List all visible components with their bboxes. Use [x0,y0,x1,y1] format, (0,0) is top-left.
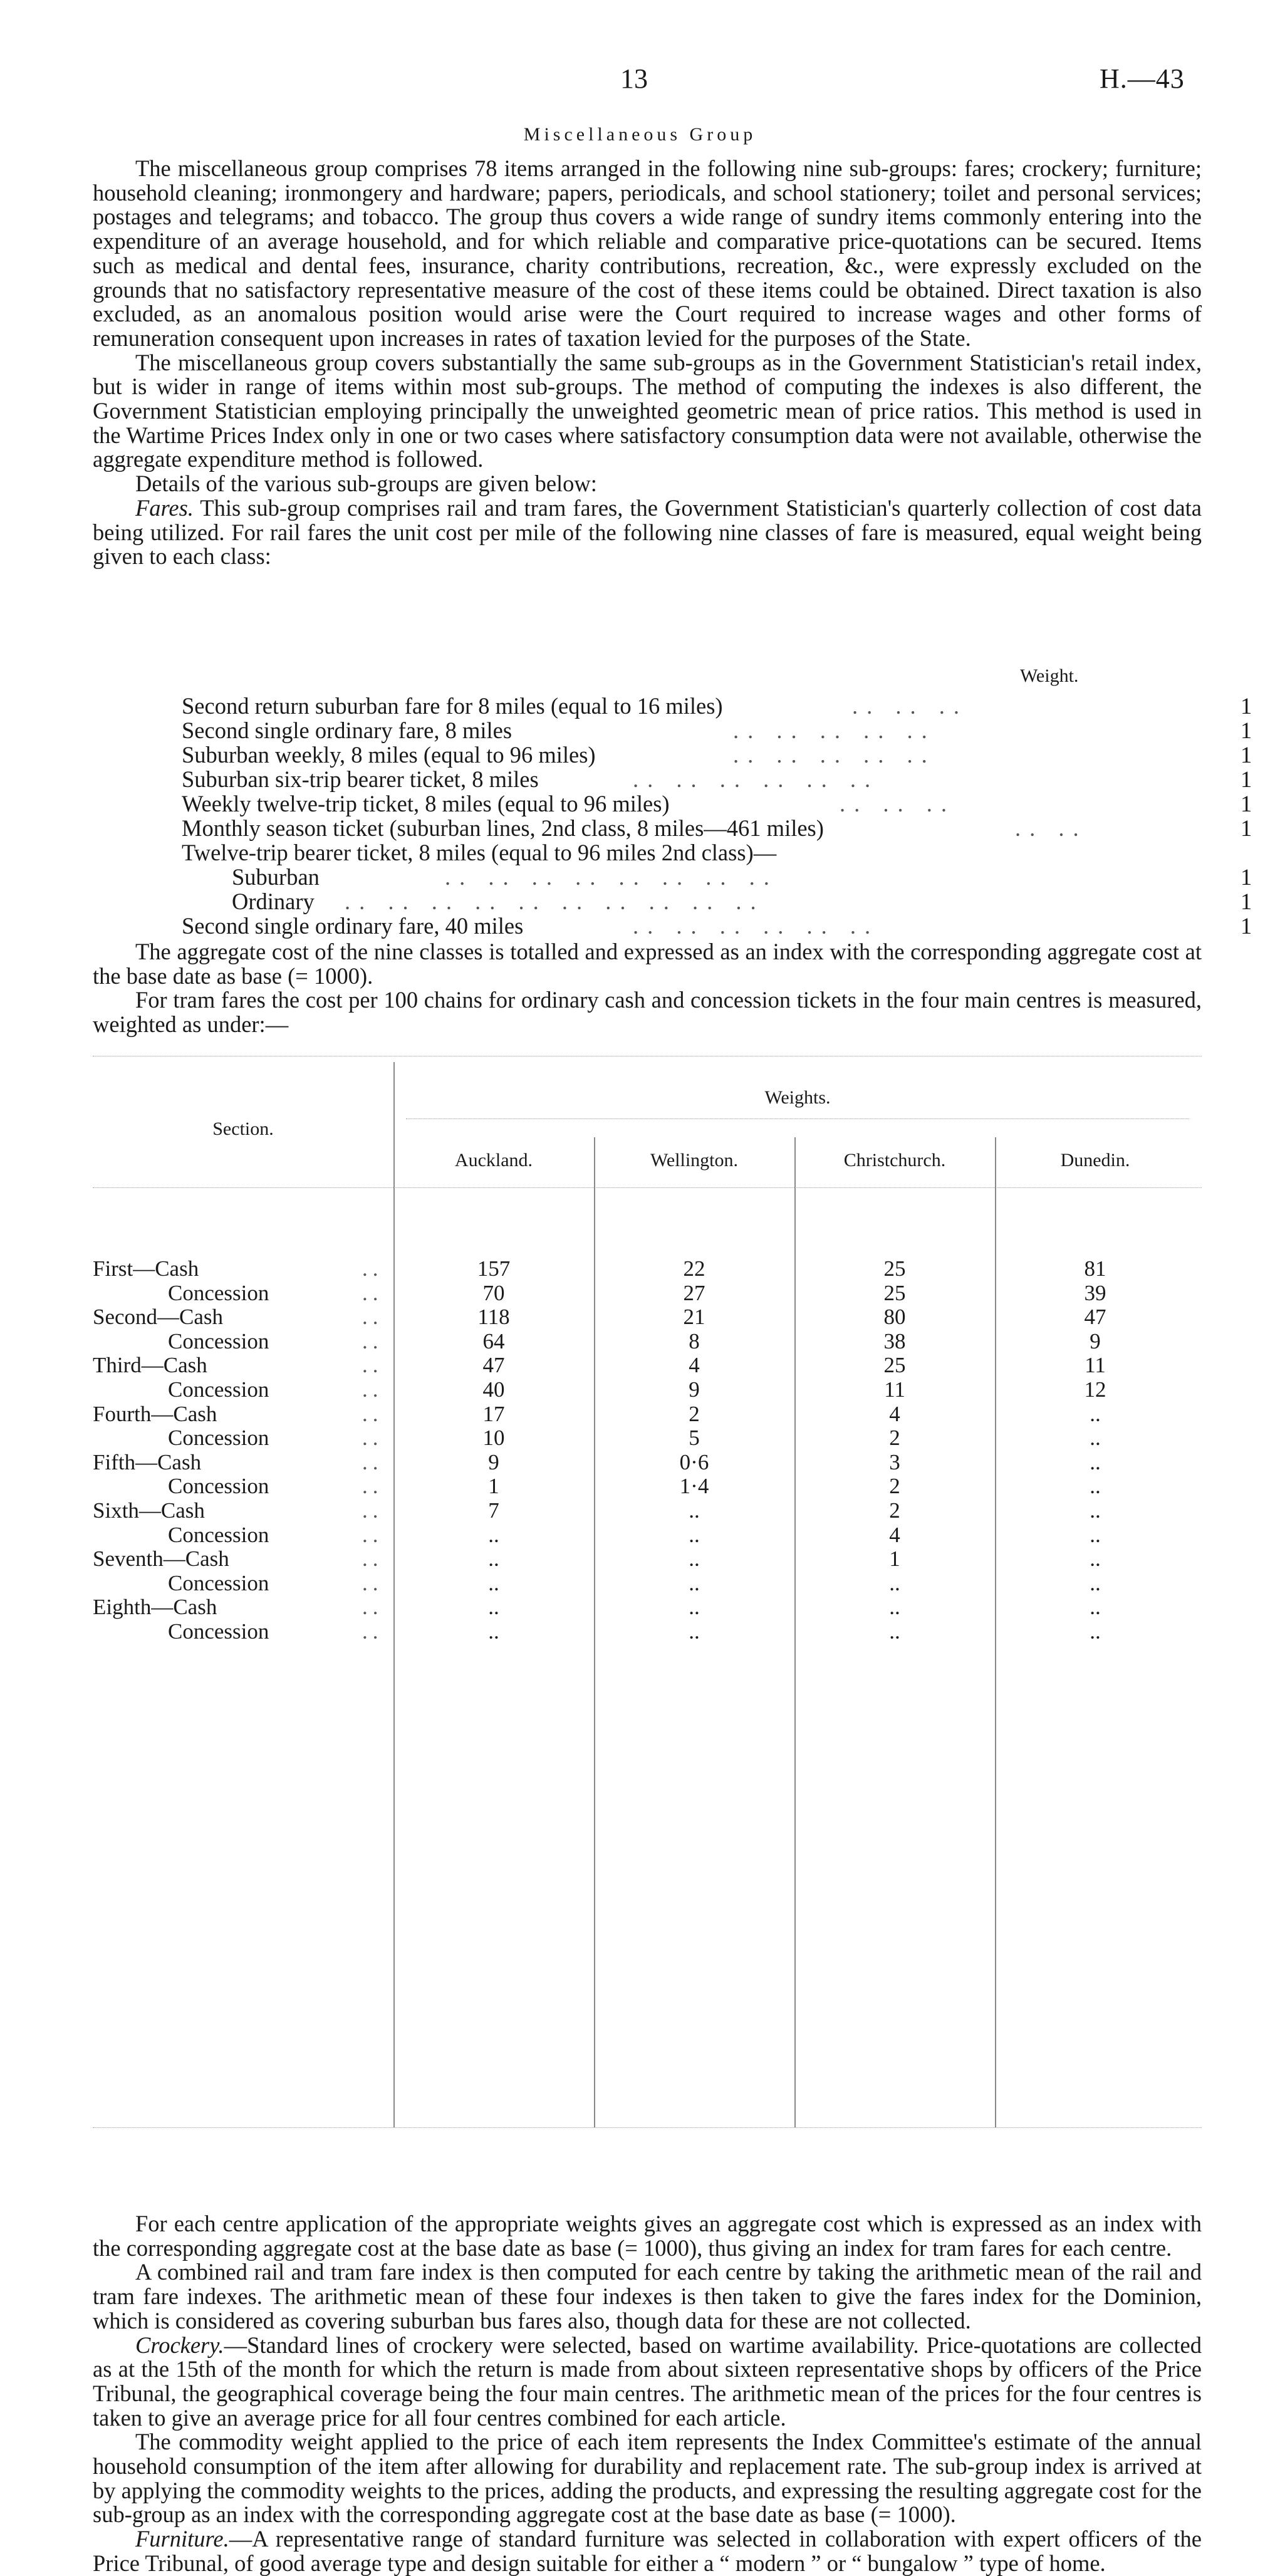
leader-dots: .. [362,1280,383,1305]
weight-cell: .. [1090,1498,1101,1523]
section-column-header: Section. [212,1119,274,1139]
closing-paragraph [93,2260,1202,2333]
leader-dots: .. .. .. .. .. .. .. .. .. .. [345,889,765,914]
tram-weights-table [93,1056,1202,2140]
leader-dots: .. .. [1015,815,1088,841]
weight-cell: 4 [689,1353,700,1378]
section-cell: Sixth—Cash [93,1498,205,1523]
weight-cell: 2 [889,1498,900,1523]
weight-cell: 5 [689,1426,700,1451]
weight-cell: 118 [477,1305,510,1330]
leader-dots: .. .. .. .. .. [733,742,936,768]
rail-class-weight: 1 [1241,791,1252,816]
weight-cell: .. [689,1498,700,1523]
leader-dots: .. [362,1546,383,1572]
closing-paragraph [93,2212,1202,2260]
weight-cell: .. [1090,1426,1101,1451]
rail-class-label: Monthly season ticket (suburban lines, 2nd class, 8 miles—461 miles) [182,815,824,841]
weight-cell: 47 [1084,1305,1106,1330]
leader-dots: .. .. .. [852,693,968,719]
weight-cell: 2 [889,1474,900,1499]
weight-cell: 40 [482,1377,505,1402]
weight-cell: 9 [689,1377,700,1402]
rail-class-row [182,839,1090,863]
leader-dots: .. .. .. .. .. .. .. .. [445,864,778,890]
leader-dots: .. [362,1426,383,1451]
weight-cell: 9 [1090,1328,1101,1353]
aggregate-paragraph: The aggregate cost of the nine classes is totalled and expressed as an index with the corresponding aggregate cost at the base date as base (= 1000). [93,939,1202,989]
leader-dots: .. [362,1570,383,1595]
rail-class-label: Suburban weekly, 8 miles (equal to 96 miles) [182,742,596,768]
leader-dots: .. [362,1619,383,1644]
weight-cell: 10 [482,1426,505,1451]
section-cell: Concession [168,1570,269,1595]
weight-cell: 4 [889,1401,900,1426]
section-cell: Third—Cash [93,1353,207,1378]
weight-cell: .. [1090,1619,1101,1644]
leader-dots: .. [362,1377,383,1402]
table-row [93,1402,1202,1426]
weight-cell: .. [488,1522,499,1547]
weight-cell: 1 [488,1474,499,1499]
rail-class-label: Second single ordinary fare, 40 miles [182,913,524,939]
rail-class-label: Second single ordinary fare, 8 miles [182,717,513,743]
weight-cell: 64 [482,1328,505,1353]
section-cell: Second—Cash [93,1305,224,1330]
fares-text: This sub-group comprises rail and tram fares, the Government Statistician's quarterly collection of cost data being utilized. For rail fares the unit cost per mile of the following nine classes of fare is measured, equal weight being given to each class: [93,494,1202,570]
weight-cell: 2 [889,1426,900,1451]
weight-cell: 8 [689,1328,700,1353]
rail-class-weight: 1 [1241,766,1252,792]
table-row [93,1305,1202,1328]
rail-class-weight: 1 [1241,913,1252,939]
weight-cell: 22 [683,1256,705,1281]
weight-cell: 1 [889,1546,900,1572]
rail-class-row [182,863,1252,890]
closing-text [93,2212,1202,2576]
weight-cell: 25 [883,1280,906,1305]
intro-paragraph-1: The miscellaneous group comprises 78 items arranged in the following nine sub-groups: fares; crockery; furniture; household cleaning; ironmongery and hardware; papers, periodicals, and school stationery; toilet and personal services; postages and telegrams; and tobacco. The group thus covers a wide range of sundry items commonly entering into the expenditure of an average household, and for which reliable and comparative price-quotations can be secured. Items such as medical and dental fees, insurance, charity contributions, recreation, &c., were expressly excluded on the grounds that no satisfactory representative measure of the cost of these items could be obtained. Direct taxation is also excluded, as an anomalous position would arise were the Court required to increase wages and other forms of remuneration consequent upon increases in rates of taxation levied for the purposes of the State. [93,155,1202,351]
leader-dots: .. [362,1474,383,1499]
leader-dots: .. .. .. [840,791,955,816]
table-row [93,1523,1202,1546]
weight-cell: 12 [1084,1377,1106,1402]
leader-dots: .. .. .. .. .. .. [633,913,880,939]
closing-paragraph [93,2527,1202,2575]
page-number: 13 [620,63,648,94]
rail-class-weight: 1 [1241,717,1252,743]
rail-class-row [182,912,1252,939]
after-rail-text [93,940,1202,1037]
section-cell: Concession [168,1426,269,1451]
weight-cell: .. [488,1546,499,1572]
section-cell: Concession [168,1280,269,1305]
table-row [93,1595,1202,1619]
weight-cell: 25 [883,1353,906,1378]
table-row [93,1353,1202,1377]
report-reference: H.—43 [1100,63,1185,94]
table-row [93,1377,1202,1401]
paragraph-label: Furniture. [135,2526,229,2552]
weight-cell: 11 [1085,1353,1106,1378]
leader-dots: .. .. .. .. .. [733,717,936,743]
fares-paragraph [93,496,1202,569]
weight-cell: 7 [488,1498,499,1523]
weight-cell: 38 [883,1328,906,1353]
weight-cell: .. [1090,1595,1101,1620]
section-cell: Concession [168,1377,269,1402]
closing-paragraph [93,2334,1202,2431]
closing-paragraph [93,2430,1202,2527]
weight-cell: 0·6 [679,1449,709,1474]
rail-class-row [182,766,1252,792]
weight-cell: .. [1090,1474,1101,1499]
weight-cell: .. [1090,1522,1101,1547]
weight-cell: 1·4 [679,1474,709,1499]
table-row [93,1619,1202,1643]
paragraph-text: —Standard lines of crockery were selected, based on wartime availability. Price-quotations are collected as at the 15th of the month for which the return is made from about sixteen representative shops by officers of the Price Tribunal, the geographical coverage being the four main centres. The arithmetic mean of the prices for the four centres is taken to give an average price for all four centres combined for each article. [93,2332,1202,2431]
section-cell: Eighth—Cash [93,1595,217,1620]
rail-class-weight: 1 [1241,889,1252,914]
weight-cell: 17 [482,1401,505,1426]
weight-cell: 25 [883,1256,906,1281]
weight-cell: .. [488,1619,499,1644]
weight-cell: .. [689,1619,700,1644]
rail-class-weight: 1 [1241,864,1252,890]
rail-class-row [182,888,1252,914]
leader-dots: .. [362,1449,383,1474]
weight-cell: .. [889,1570,900,1595]
paragraph-label: Crockery. [135,2332,224,2358]
weight-cell: 47 [482,1353,505,1378]
table-row [93,1498,1202,1522]
rail-class-weight: 1 [1241,815,1252,841]
fares-label: Fares. [135,494,194,521]
table-row [93,1571,1202,1595]
rail-class-label: Weekly twelve-trip ticket, 8 miles (equal to 96 miles) [182,791,670,816]
section-cell: First—Cash [93,1256,199,1281]
weight-cell: 70 [482,1280,505,1305]
table-row [93,1281,1202,1305]
table-row [93,1474,1202,1498]
weight-cell: 11 [884,1377,905,1402]
weight-cell: .. [889,1619,900,1644]
weight-cell: 81 [1084,1256,1106,1281]
weight-column-heading: Weight. [1020,665,1079,686]
weight-cell: .. [689,1522,700,1547]
leader-dots: .. [362,1353,383,1378]
rail-class-label: Suburban [232,864,320,890]
table-bottom-rule [93,2127,1202,2128]
leader-dots: .. .. .. .. .. .. [633,766,880,792]
leader-dots: .. [362,1595,383,1620]
table-row [93,1450,1202,1474]
rail-class-weight: 1 [1241,693,1252,719]
rail-class-row [182,717,1252,743]
header-bottom-rule [93,1187,1202,1188]
rail-class-label: Twelve-trip bearer ticket, 8 miles (equal to 96 miles 2nd class)— [182,840,777,865]
weights-column-header: Weights. [764,1087,831,1108]
paragraph-text: A combined rail and tram fare index is then computed for each centre by taking the arithmetic mean of the rail and tram fare indexes. The arithmetic mean of these four indexes is then taken to give the fares index for the Dominion, which is considered as covering suburban bus fares also, though data for these are not collected. [93,2259,1202,2334]
paragraph-text: The commodity weight applied to the price of each item represents the Index Committee's estimate of the annual household consumption of the item after allowing for durability and replacement rate. The sub-group index is arrived at by applying the commodity weights to the prices, adding the products, and expressing the resulting aggregate cost for the sub-group as an index with the corresponding aggregate cost at the base date as base (= 1000). [93,2429,1202,2528]
rail-class-label: Second return suburban fare for 8 miles (equal to 16 miles) [182,693,723,719]
weight-cell: .. [889,1595,900,1620]
rail-class-label: Suburban six-trip bearer ticket, 8 miles [182,766,539,792]
table-row [93,1256,1202,1280]
weight-cell: 157 [477,1256,511,1281]
rail-class-row [182,692,1252,719]
weight-cell: .. [689,1595,700,1620]
section-cell: Seventh—Cash [93,1546,229,1572]
section-cell: Concession [168,1474,269,1499]
tram-intro-paragraph: For tram fares the cost per 100 chains for ordinary cash and concession tickets in the four main centres is measured, weighted as under:— [93,987,1202,1038]
table-row [93,1329,1202,1353]
column-header-wellington: Wellington. [650,1150,739,1171]
weight-cell: 4 [889,1522,900,1547]
column-header-christchurch: Christchurch. [843,1150,946,1171]
rail-class-row [182,790,1252,816]
weight-cell: .. [1090,1546,1101,1572]
rail-class-weight: 1 [1241,742,1252,768]
weight-cell: 3 [889,1449,900,1474]
table-row [93,1426,1202,1449]
intro-paragraph-3: Details of the various sub-groups are given below: [135,471,597,497]
intro-text [93,157,1202,569]
weight-cell: 27 [683,1280,705,1305]
section-heading: Miscellaneous Group [523,124,757,145]
section-cell: Concession [168,1522,269,1547]
rail-class-label: Ordinary [232,889,315,914]
leader-dots: .. [362,1401,383,1426]
weight-cell: 80 [883,1305,906,1330]
weight-cell: .. [488,1570,499,1595]
leader-dots: .. [362,1328,383,1353]
leader-dots: .. [362,1305,383,1330]
intro-paragraph-2: The miscellaneous group covers substantially the same sub-groups as in the Government Statistician's retail index, but is wider in range of items within most sub-groups. The method of computing the indexes is also different, the Government Statistician employing principally the unweighted geometric mean of price ratios. This method is used in the Wartime Prices Index only in one or two cases where satisfactory consumption data were not available, otherwise the aggregate expenditure method is followed. [93,349,1202,472]
section-cell: Concession [168,1328,269,1353]
leader-dots: .. [362,1498,383,1523]
column-header-auckland: Auckland. [454,1150,533,1171]
rail-class-row [182,815,1252,841]
table-row [93,1546,1202,1570]
section-cell: Concession [168,1619,269,1644]
paragraph-text: —A representative range of standard furniture was selected in collaboration with expert officers of the Price Tribunal, of good average type and design suitable for either a “ modern ” or “ bungalow ” type of home. [93,2526,1202,2576]
weight-cell: 9 [488,1449,499,1474]
weight-cell: .. [488,1595,499,1620]
weight-cell: 21 [683,1305,705,1330]
weight-cell: .. [689,1546,700,1572]
weight-cell: .. [1090,1449,1101,1474]
weight-cell: 39 [1084,1280,1106,1305]
weight-cell: .. [1090,1570,1101,1595]
paragraph-text: For each centre application of the appropriate weights gives an aggregate cost which is expressed as an index with the corresponding aggregate cost at the base date as base (= 1000), thus giving an index for tram fares for each centre. [93,2211,1202,2261]
weight-cell: .. [1090,1401,1101,1426]
weight-cell: .. [689,1570,700,1595]
rail-class-row [182,741,1252,768]
leader-dots: .. [362,1256,383,1281]
weight-cell: 2 [689,1401,700,1426]
column-header-dunedin: Dunedin. [1060,1150,1130,1171]
section-cell: Fourth—Cash [93,1401,217,1426]
leader-dots: .. [362,1522,383,1547]
section-cell: Fifth—Cash [93,1449,202,1474]
